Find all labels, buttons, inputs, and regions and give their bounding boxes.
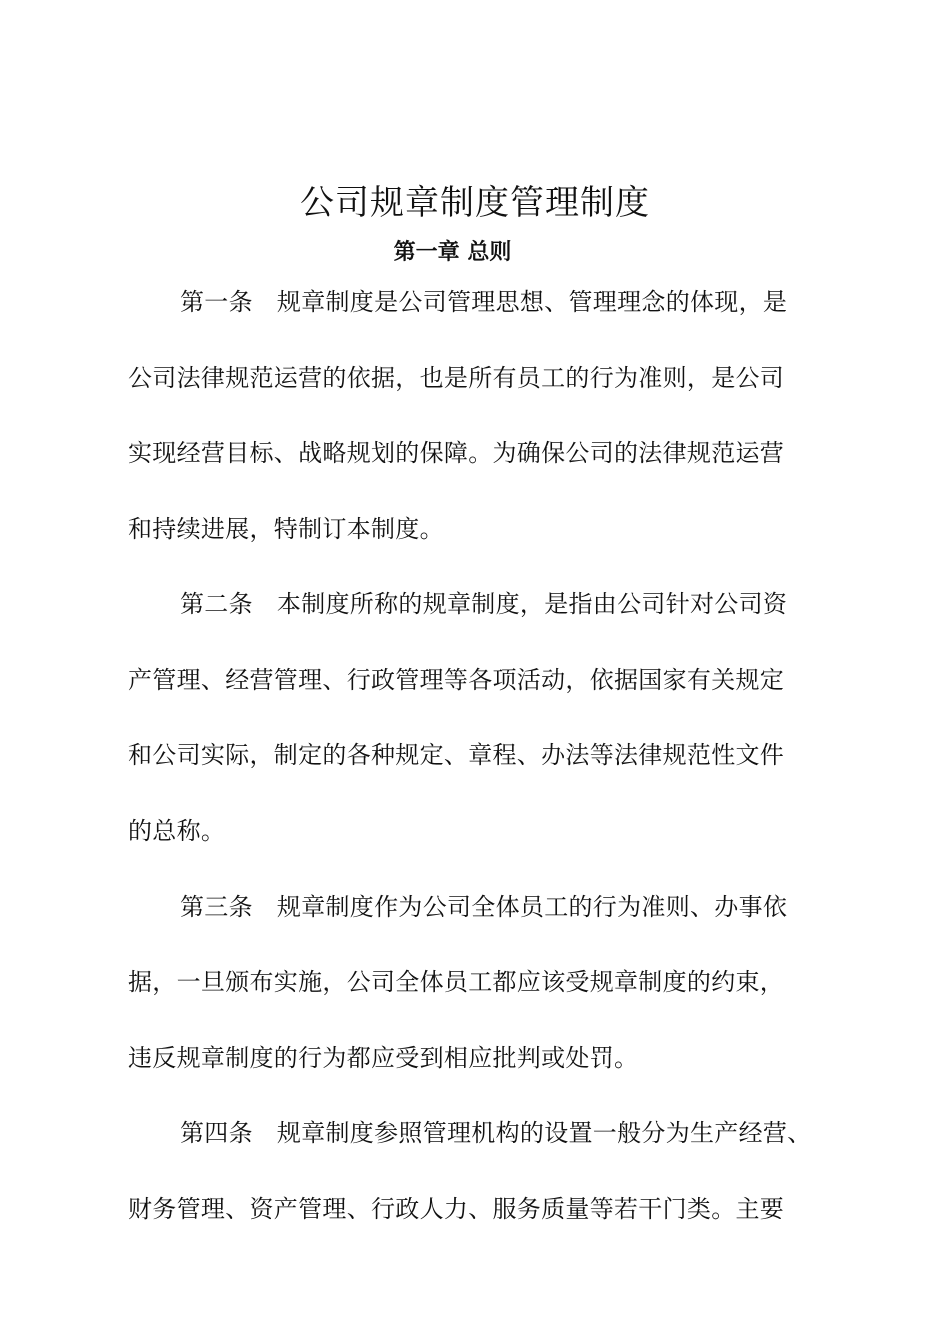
chapter-heading: 第一章 总则 [393, 240, 512, 265]
article-1-line-3: 实现经营目标、战略规划的保障。为确保公司的法律规范运营 [128, 439, 785, 468]
document-title: 公司规章制度管理制度 [300, 183, 650, 223]
article-2-line-2: 产管理、经营管理、行政管理等各项活动，依据国家有关规定 [128, 665, 785, 694]
article-1-line-2: 公司法律规范运营的依据，也是所有员工的行为准则，是公司 [128, 363, 785, 392]
article-2-number: 第二条 [180, 590, 253, 619]
article-1-number: 第一条 [180, 288, 253, 316]
article-2-text-1: 本制度所称的规章制度，是指由公司针对公司资 [276, 590, 788, 619]
article-3-text-1: 规章制度作为公司全体员工的行为准则、办事依 [276, 892, 788, 921]
document-body [128, 280, 858, 1263]
article-4-number: 第四条 [180, 1119, 253, 1148]
article-1-line-4: 和持续进展，特制订本制度。 [128, 514, 444, 543]
article-2-line-4: 的总称。 [128, 817, 226, 846]
article-3-line-2: 据，一旦颁布实施，公司全体员工都应该受规章制度的约束， [128, 968, 785, 997]
article-1-text-1: 规章制度是公司管理思想、管理理念的体现，是 [276, 288, 788, 316]
article-4-line-2: 财务管理、资产管理、行政人力、服务质量等若干门类。主要 [128, 1194, 785, 1223]
article-3-line-3: 违反规章制度的行为都应受到相应批判或处罚。 [128, 1043, 639, 1072]
article-3-line-1 [128, 885, 858, 930]
article-4-line-1 [128, 1111, 858, 1156]
article-4-text-1: 规章制度参照管理机构的设置一般分为生产经营、 [276, 1119, 812, 1148]
article-2-line-3: 和公司实际，制定的各种规定、章程、办法等法律规范性文件 [128, 741, 785, 770]
article-2-line-1 [128, 582, 858, 627]
article-1-line-1 [128, 280, 858, 325]
article-3-number: 第三条 [180, 892, 253, 921]
